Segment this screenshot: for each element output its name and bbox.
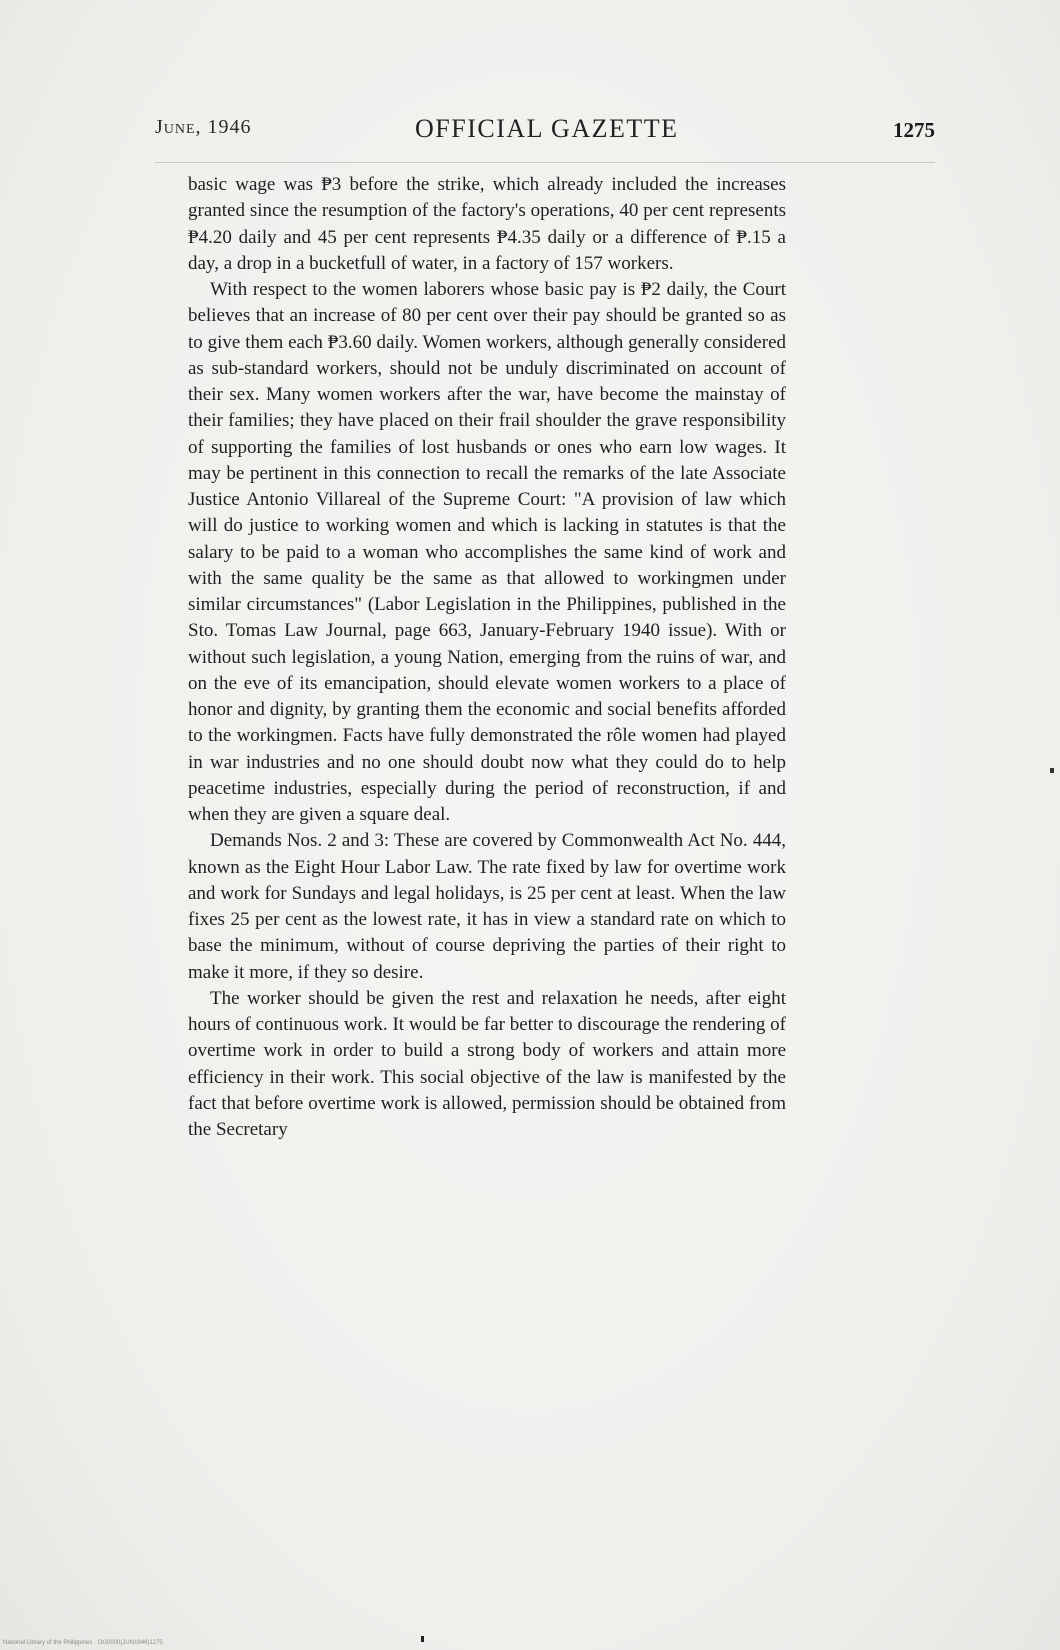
article-body [188, 172, 786, 1143]
page-number: 1275 [893, 118, 935, 142]
paragraph-demands: Demands Nos. 2 and 3: These are covered by Commonwealth Act No. 444, known as the Eight Hour Labor Law. The rate fixed by law for overtime work and work for Sundays and legal holidays, is 25 per cent at least. When the law fixes 25 per cent as the lowest rate, it has in view a standard rate on which to base the minimum, without of course depriving the parties of their right to make it more, if they so desire. [188, 830, 786, 983]
header-rule [155, 162, 935, 163]
paragraph-rest: The worker should be given the rest and relaxation he needs, after eight hours of continuous work. It would be far better to discourage the rendering of overtime work in order to build a strong body of workers and attain more efficiency in their work. This social objective of the law is manifested by the fact that before overtime work is allowed, permission should be obtained from the Secretary [188, 987, 786, 1140]
bottom-speck [421, 1636, 424, 1642]
paragraph-continued: basic wage was ₱3 before the strike, which already included the increases granted since the resumption of the factory's operations, 40 per cent represents ₱4.20 daily and 45 per cent represents ₱4.35 daily or a difference of ₱.15 a day, a drop in a bucketfull of water, in a factory of 157 workers. [188, 174, 786, 274]
margin-speck [1050, 768, 1054, 773]
header-title: OFFICIAL GAZETTE [415, 114, 679, 143]
scan-credit: National Library of the Philippines · OG0000(JUN1946)1275 [3, 1640, 163, 1646]
running-header [155, 112, 935, 152]
paragraph-women-laborers: With respect to the women laborers whose basic pay is ₱2 daily, the Court believes that an increase of 80 per cent over their pay should be granted so as to give them each ₱3.60 daily. Women workers, although generally considered as sub-standard workers, should not be unduly discriminated on account of their sex. Many women workers after the war, have become the mainstay of their families; they have placed on their frail shoulder the grave responsibility of supporting the families of lost husbands or ones who earn low wages. It may be pertinent in this connection to recall the remarks of the late Associate Justice Antonio Villareal of the Supreme Court: "A provision of law which will do justice to working women and which is lacking in statutes is that the salary to be paid to a woman who accomplishes the same kind of work and with the same quality be the same as that allowed to workingmen under similar circumstances" (Labor Legislation in the Philippines, published in the Sto. Tomas Law Journal, page 663, January-February 1940 issue). With or without such legislation, a young Nation, emerging from the ruins of war, and on the eve of its emancipation, should elevate women workers to a place of honor and dignity, by granting them the economic and social benefits afforded to the workingmen. Facts have fully demonstrated the rôle women had played in war industries and no one should doubt now what they could do to help peacetime industries, especially during the period of reconstruction, if and when they are given a square deal. [188, 279, 786, 825]
header-date: June, 1946 [155, 116, 252, 138]
